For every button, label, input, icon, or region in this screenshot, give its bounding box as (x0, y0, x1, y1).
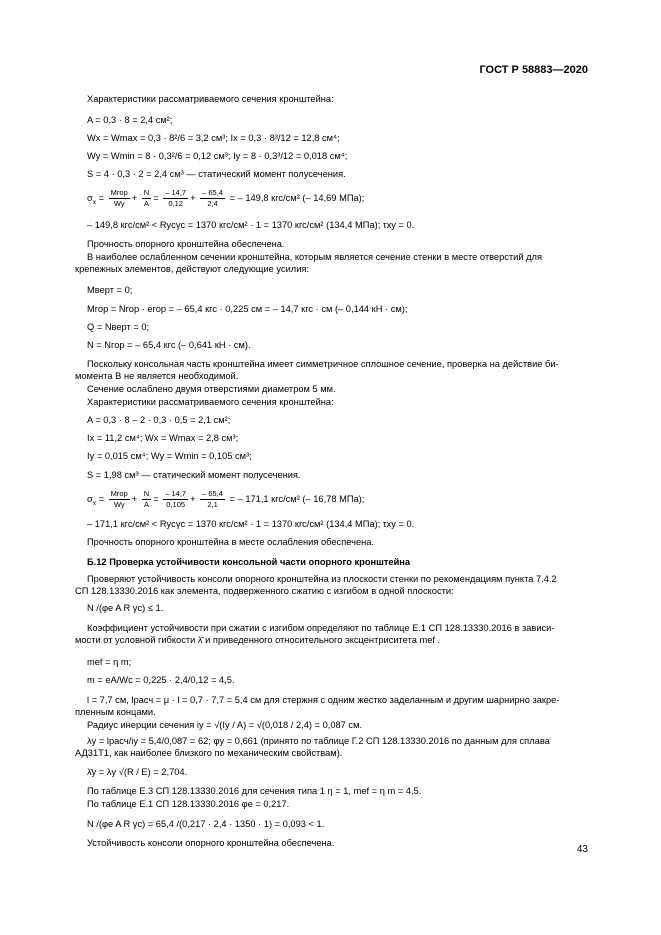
section-characteristics-title-2: Характеристики рассматриваемого сечения кронштейна: (87, 397, 334, 407)
stability-ok: Устойчивость консоли опорного кронштейна обеспечена. (87, 838, 335, 848)
paragraph-coefficient-cont: мости от условной гибкости λ̄ и приведенного относительного эксцентриситета mef . (75, 635, 441, 645)
strength-ok-1: Прочность опорного кронштейна обеспечена. (87, 239, 285, 249)
paragraph-coefficient: Коэффициент устойчивости при сжатии с изгибом определяют по таблице Е.1 СП 128.13330.2016 в зависи- (87, 623, 555, 633)
formula-static-moment-2: S = 1,98 см³ — статический момент полусечения. (87, 470, 301, 480)
formula-area-2: A = 0,3 · 8 – 2 · 0,3 · 0,5 = 2,1 см²; (87, 415, 231, 425)
page-number: 43 (576, 844, 588, 855)
formula-iy-2: Iy = 0,015 см⁴; Wy = Wmin = 0,105 см³; (87, 451, 252, 461)
frac-den: Wy (113, 199, 125, 208)
stress-result-2: = – 171,1 кгс/см² (– 16,78 МПа); (229, 493, 365, 504)
formula-slenderness: λy = lрасч/iy = 5,4/0,087 = 62; φy = 0,661 (принято по таблице Г.2 СП 128.13330.2016 по данным для сплава (87, 736, 550, 746)
paragraph-weakened-section: В наиболее ослабленном сечении кронштейна, которым является сечение стенки в месте отверстий для (87, 252, 543, 262)
frac-den: 0,105 (166, 500, 186, 509)
formula-ix-2: Ix = 11,2 см⁴; Wx = Wmax = 2,8 см³; (87, 433, 239, 443)
frac-num: N (143, 188, 150, 197)
frac-den: 2,4 (207, 199, 218, 208)
force-n: N = Nгор = – 65,4 кгс (– 0,641 кН · см). (87, 340, 251, 350)
frac-num: Mгор (110, 188, 128, 197)
table-e3-reference: По таблице Е.3 СП 128.13330.2016 для сечения типа 1 η = 1, mef = η m = 4,5. (87, 786, 422, 796)
frac-den: 0,12 (168, 199, 183, 208)
formula-wx: Wx = Wmax = 0,3 · 8²/6 = 3,2 см³; Ix = 0,3 · 8³/12 = 12,8 см⁴; (87, 133, 340, 143)
force-mgor: Mгор = Nгор · eгор = – 65,4 кгс · 0,225 см = – 14,7 кгс · см (– 0,144 кН · см); (87, 304, 408, 314)
frac-den: 2,1 (207, 500, 218, 509)
strength-ok-2: Прочность опорного кронштейна в месте ослабления обеспечена. (87, 537, 375, 547)
stress-result: = – 149,8 кгс/см² (– 14,69 МПа); (229, 192, 365, 203)
frac-den: A (144, 199, 150, 208)
formula-slenderness-cont: АД31Т1, как наиболее близкого по механическим свойствам). (75, 748, 343, 758)
formula-area: A = 0,3 · 8 = 2,4 см²; (87, 115, 173, 125)
frac-den: A (144, 500, 150, 509)
formula-length-cont: пленным концами. (75, 707, 156, 717)
paragraph-stability: Проверяют устойчивость консоли опорного кронштейна из плоскости стенки по рекомендациям пункта 7.4.2 (87, 574, 557, 584)
frac-num: Mгор (110, 489, 128, 498)
force-mvert: Mверт = 0; (87, 285, 133, 295)
formula-radius: Радиус инерции сечения iy = √(Iy / A) = √(0,018 / 2,4) = 0,087 см. (87, 720, 363, 730)
frac-num: N (143, 489, 150, 498)
section-characteristics-title: Характеристики рассматриваемого сечения кронштейна: (87, 94, 334, 104)
formula-static-moment: S = 4 · 0,3 · 2 = 2,4 см³ — статический момент полусечения. (87, 169, 346, 179)
stability-calculation: N /(φe A R γc) = 65,4 /(0,217 · 2,4 · 1350 · 1) = 0,093 < 1. (87, 819, 325, 829)
formula-mef: mef = η m; (87, 657, 132, 667)
formula-conditional-slenderness: λ̄y = λy √(R / E) = 2,704. (87, 767, 188, 777)
paragraph-weakened-section-cont: крепежных элементов, действуют следующие усилия: (75, 264, 310, 274)
document-header: ГОСТ Р 58883—2020 (479, 64, 588, 76)
formula-wy: Wy = Wmin = 8 · 0,3²/6 = 0,12 см³; Iy = 8 · 0,3³/12 = 0,018 см⁴; (87, 151, 348, 161)
frac-num: – 65,4 (202, 188, 223, 197)
stress-formula-2: $\sigma_x$ = $\frac{\text{Mгор}}{Wy}$ + $\frac{N}{A}$ = $\frac{- 14,7}{0,105}$ + $\frac{- 65,4}{2,1}$ = – 171,1 кгс/см² (– 16,78 МПа); (87, 489, 365, 509)
force-q: Q = Nверт = 0; (87, 322, 150, 332)
frac-den: Wy (113, 500, 125, 509)
paragraph-holes: Сечение ослаблено двумя отверстиями диаметром 5 мм. (87, 384, 336, 394)
stability-condition: N /(φe A R γc) ≤ 1. (87, 603, 164, 613)
strength-check-2: – 171,1 кгс/см² < Rycγc = 1370 кгс/см² · 1 = 1370 кгс/см² (134,4 МПа); τxy = 0. (87, 519, 415, 529)
frac-num: – 65,4 (202, 489, 223, 498)
frac-num: – 14,7 (165, 188, 187, 197)
paragraph-bimoment: Поскольку консольная часть кронштейна имеет симметричное сплошное сечение, проверка на действие би- (87, 359, 559, 369)
strength-check-1: – 149,8 кгс/см² < Rycγc = 1370 кгс/см² · 1 = 1370 кгс/см² (134,4 МПа); τxy = 0. (87, 220, 415, 230)
paragraph-stability-cont: СП 128.13330.2016 как элемента, подверженного сжатию с изгибом в одной плоскости: (75, 586, 454, 596)
frac-num: – 14,7 (165, 489, 187, 498)
formula-length: l = 7,7 см, lрасч = μ · l = 0,7 · 7,7 = 5,4 см для стержня с одним жестко заделанным и другим шарнирно закре- (87, 695, 560, 705)
table-e1-reference: По таблице Е.1 СП 128.13330.2016 φe = 0,217. (87, 799, 290, 809)
section-heading-b12: Б.12 Проверка устойчивости консольной части опорного кронштейна (87, 557, 411, 567)
formula-m: m = eA/Wc = 0,225 · 2,4/0,12 = 4,5. (87, 675, 235, 685)
paragraph-bimoment-cont: момента B не является необходимой. (75, 371, 239, 381)
stress-formula-1: $\sigma_x$ = $\frac{\text{Mгор}}{Wy}$ + $\frac{N}{A}$ = $\frac{- 14,7}{0,12}$ + $\frac{- 65,4}{2,4}$ = – 149,8 кгс/см² (– 14,69 МПа); (87, 188, 365, 208)
